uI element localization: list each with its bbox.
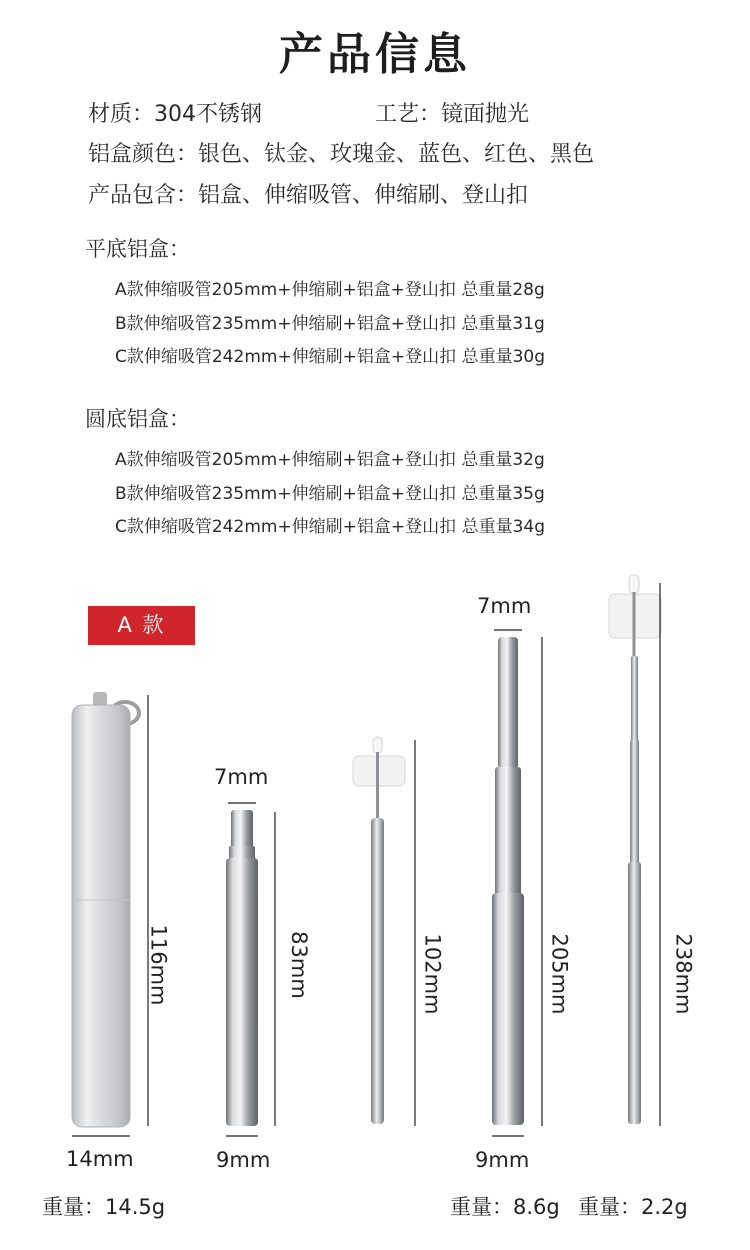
case-width: 14mm <box>66 1147 134 1171</box>
spec-package: 产品包含：铝盒、伸缩吸管、伸缩刷、登山扣 <box>88 183 529 208</box>
flat-box-line: C款伸缩吸管242mm+伸缩刷+铝盒+登山扣 总重量30g <box>115 347 545 367</box>
brush-extended-height: 238mm <box>671 933 696 1015</box>
dimension-lines <box>72 583 660 1136</box>
straw-folded <box>226 810 258 1126</box>
flat-box-line: B款伸缩吸管235mm+伸缩刷+铝盒+登山扣 总重量31g <box>115 314 545 334</box>
brush-weight: 重量：2.2g <box>578 1195 688 1219</box>
spec-process: 工艺：镜面抛光 <box>375 102 530 127</box>
straw-extended <box>492 637 524 1125</box>
straw-weight: 重量：8.6g <box>450 1195 560 1219</box>
case-weight: 重量：14.5g <box>42 1195 166 1219</box>
page-title: 产品信息 <box>279 29 471 80</box>
spec-material: 材质：304不锈钢 <box>88 102 262 127</box>
round-box-heading: 圆底铝盒： <box>85 407 190 431</box>
brush-extended <box>609 575 661 1124</box>
flat-box-heading: 平底铝盒： <box>85 237 190 261</box>
straw-extended-height: 205mm <box>547 933 572 1015</box>
aluminum-case <box>72 692 139 1127</box>
spec-box-colors: 铝盒颜色：银色、钛金、玫瑰金、蓝色、红色、黑色 <box>88 142 595 167</box>
brush-folded-height: 102mm <box>420 933 445 1015</box>
straw-folded-bottom-width: 9mm <box>216 1148 271 1172</box>
flat-box-line: A款伸缩吸管205mm+伸缩刷+铝盒+登山扣 总重量28g <box>115 280 545 300</box>
straw-folded-height: 83mm <box>286 931 311 999</box>
case-height: 116mm <box>146 924 171 1006</box>
round-box-line: C款伸缩吸管242mm+伸缩刷+铝盒+登山扣 总重量34g <box>115 517 545 537</box>
brush-folded <box>353 737 405 1124</box>
round-box-line: B款伸缩吸管235mm+伸缩刷+铝盒+登山扣 总重量35g <box>115 484 545 504</box>
straw-extended-bottom-width: 9mm <box>475 1148 530 1172</box>
straw-extended-top-width: 7mm <box>477 594 532 618</box>
straw-folded-top-width: 7mm <box>214 765 269 789</box>
variant-badge: A 款 <box>88 606 195 645</box>
round-box-line: A款伸缩吸管205mm+伸缩刷+铝盒+登山扣 总重量32g <box>115 450 545 470</box>
